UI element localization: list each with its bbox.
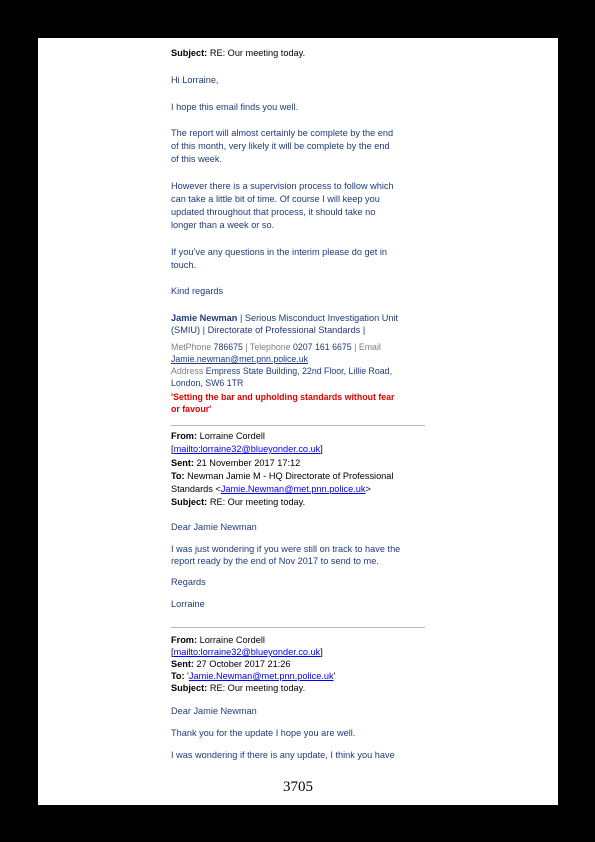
email2-closing: Regards: [171, 577, 206, 587]
reply-paragraph-4-line-2: touch.: [171, 260, 197, 270]
email3-paragraph-1: Thank you for the update I hope you are well.: [171, 728, 356, 738]
separator-line-1: [171, 425, 425, 426]
email2-to-email-link[interactable]: Jamie.Newman@met.pnn.police.uk: [220, 484, 366, 494]
signature-motto-line-2: or favour': [171, 404, 212, 414]
reply-paragraph-3-line-2: can take a little bit of time. Of course I will keep you: [171, 194, 380, 204]
reply-paragraph-1: I hope this email finds you well.: [171, 102, 299, 112]
email3-sent: Sent: 27 October 2017 21:26: [171, 659, 291, 669]
separator-line-2: [171, 627, 425, 628]
email3-subject: Subject: RE: Our meeting today.: [171, 683, 306, 693]
email2-signoff: Lorraine: [171, 599, 205, 609]
reply-closing: Kind regards: [171, 286, 224, 296]
reply-subject: Subject: RE: Our meeting today.: [171, 48, 306, 58]
reply-paragraph-2-line-1: The report will almost certainly be complete by the end: [171, 128, 394, 138]
document-page: [38, 38, 558, 805]
signature-email-link[interactable]: Jamie.newman@met.pnn.police.uk: [171, 354, 309, 364]
email3-from: From: Lorraine Cordell: [171, 635, 265, 645]
email2-subject: Subject: RE: Our meeting today.: [171, 497, 306, 507]
reply-paragraph-4-line-1: If you’ve any questions in the interim please do get in: [171, 247, 388, 257]
reply-paragraph-2-line-2: of this month, very likely it will be complete by the end: [171, 141, 390, 151]
email2-greeting: Dear Jamie Newman: [171, 522, 257, 532]
email2-to-line-2: Standards <Jamie.Newman@met.pnn.police.uk>: [171, 484, 371, 494]
page-number: 3705: [283, 779, 313, 795]
signature-address-line-1: Address Empress State Building, 22nd Floor, Lillie Road,: [171, 366, 393, 376]
email2-body-line-2: report ready by the end of Nov 2017 to send to me.: [171, 556, 379, 566]
signature-motto-line-1: 'Setting the bar and upholding standards without fear: [171, 392, 395, 402]
reply-paragraph-3-line-1: However there is a supervision process to follow which: [171, 181, 394, 191]
email2-mailto-line: [mailto:lorraine32@blueyonder.co.uk]: [171, 444, 323, 454]
email3-paragraph-2: I was wondering if there is any update, I think you have: [171, 750, 395, 760]
email3-greeting: Dear Jamie Newman: [171, 706, 257, 716]
email2-to-line-1: To: Newman Jamie M - HQ Directorate of Professional: [171, 471, 394, 481]
signature-phone-line: MetPhone 786675 | Telephone 0207 161 6675 | Email: [171, 342, 381, 352]
signature-unit-line: (SMIU) | Directorate of Professional Standards |: [171, 325, 366, 335]
email3-to: To: 'Jamie.Newman@met.pnn.police.uk': [171, 671, 336, 681]
email3-to-email-link[interactable]: Jamie.Newman@met.pnn.police.uk: [188, 671, 334, 681]
email3-mailto-link[interactable]: mailto:lorraine32@blueyonder.co.uk: [173, 647, 321, 657]
email2-mailto-link[interactable]: mailto:lorraine32@blueyonder.co.uk: [173, 444, 321, 454]
email3-mailto-line: [mailto:lorraine32@blueyonder.co.uk]: [171, 647, 323, 657]
reply-paragraph-3-line-3: updated throughout that process, it should take no: [171, 207, 376, 217]
reply-greeting: Hi Lorraine,: [171, 75, 219, 85]
email2-sent: Sent: 21 November 2017 17:12: [171, 458, 301, 468]
reply-paragraph-2-line-3: of this week.: [171, 154, 223, 164]
email2-from: From: Lorraine Cordell: [171, 431, 265, 441]
signature-name-line: Jamie Newman | Serious Misconduct Investigation Unit: [171, 313, 399, 323]
email2-body-line-1: I was just wondering if you were still on track to have the: [171, 544, 401, 554]
signature-address-line-2: London, SW6 1TR: [171, 378, 244, 388]
reply-paragraph-3-line-4: longer than a week or so.: [171, 220, 275, 230]
